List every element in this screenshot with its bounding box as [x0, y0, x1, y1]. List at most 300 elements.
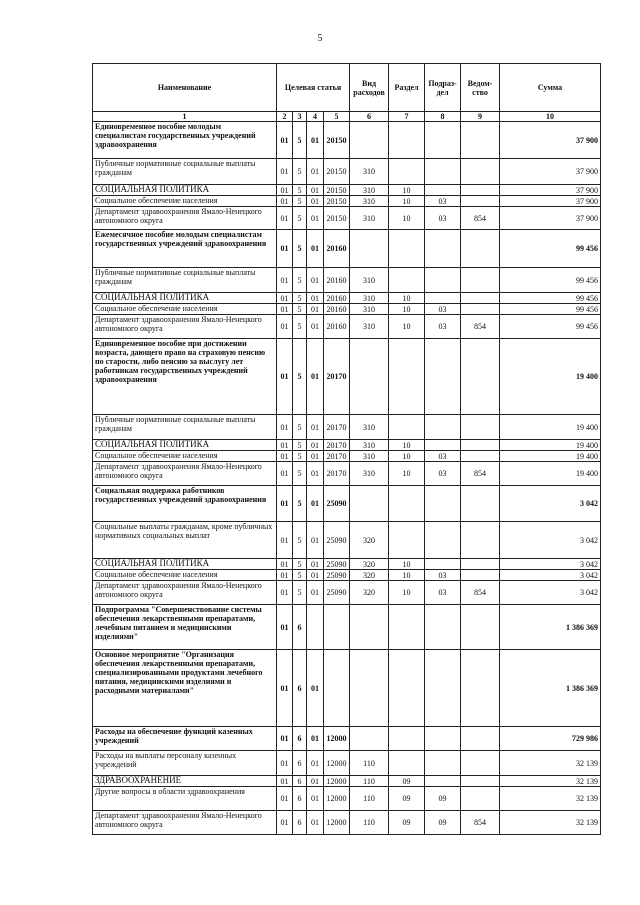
cell-sum: 1 386 369 [500, 605, 601, 650]
cell-direction: 20160 [324, 230, 350, 268]
cell-section: 10 [389, 315, 425, 339]
cell-subsection: 03 [425, 451, 461, 462]
col-number: 3 [293, 112, 307, 122]
cell-program: 01 [277, 315, 293, 339]
cell-main-activity: 01 [307, 522, 324, 559]
cell-direction: 20150 [324, 185, 350, 196]
cell-sum: 3 042 [500, 570, 601, 581]
cell-subprogram: 6 [293, 787, 307, 811]
cell-section [389, 751, 425, 776]
cell-subsection [425, 122, 461, 159]
cell-name: Социальная поддержка работников государственных учреждений здравоохранения [93, 486, 277, 522]
cell-name: Подпрограмма "Совершенствование системы обеспечения лекарственными препаратами, лечебным питанием и медицинскими изделиями" [93, 605, 277, 650]
cell-subprogram: 5 [293, 570, 307, 581]
cell-subsection [425, 559, 461, 570]
cell-program: 01 [277, 462, 293, 486]
cell-subprogram: 5 [293, 268, 307, 293]
table-row [93, 776, 601, 787]
cell-section: 10 [389, 581, 425, 605]
cell-exp-type: 310 [350, 440, 389, 451]
cell-sum: 32 139 [500, 751, 601, 776]
cell-program: 01 [277, 415, 293, 440]
cell-sum: 99 456 [500, 230, 601, 268]
cell-section: 10 [389, 570, 425, 581]
cell-direction: 25090 [324, 559, 350, 570]
cell-subsection [425, 440, 461, 451]
cell-program: 01 [277, 486, 293, 522]
cell-section [389, 605, 425, 650]
cell-main-activity: 01 [307, 451, 324, 462]
cell-dept [461, 650, 500, 727]
table-row [93, 787, 601, 811]
cell-main-activity: 01 [307, 196, 324, 207]
cell-subsection: 09 [425, 787, 461, 811]
cell-sum: 99 456 [500, 304, 601, 315]
cell-dept [461, 415, 500, 440]
cell-name: СОЦИАЛЬНАЯ ПОЛИТИКА [93, 293, 277, 304]
cell-main-activity: 01 [307, 650, 324, 727]
cell-exp-type: 110 [350, 787, 389, 811]
cell-program: 01 [277, 522, 293, 559]
cell-subprogram: 5 [293, 486, 307, 522]
table-row [93, 570, 601, 581]
cell-section: 10 [389, 293, 425, 304]
cell-subsection [425, 339, 461, 415]
cell-sum: 19 400 [500, 462, 601, 486]
budget-table [92, 63, 601, 835]
cell-exp-type: 310 [350, 304, 389, 315]
cell-section: 10 [389, 207, 425, 230]
cell-subprogram: 5 [293, 185, 307, 196]
cell-subprogram: 6 [293, 811, 307, 835]
cell-subprogram: 5 [293, 462, 307, 486]
cell-exp-type: 110 [350, 751, 389, 776]
header-dept: Ведом-ство [461, 64, 500, 112]
cell-name: ЗДРАВООХРАНЕНИЕ [93, 776, 277, 787]
cell-subsection [425, 293, 461, 304]
cell-name: Единовременное пособие молодым специалистам государственных учреждений здравоохранения [93, 122, 277, 159]
cell-exp-type: 310 [350, 451, 389, 462]
cell-subprogram: 6 [293, 776, 307, 787]
cell-subprogram: 5 [293, 522, 307, 559]
cell-exp-type [350, 486, 389, 522]
cell-sum: 37 900 [500, 207, 601, 230]
cell-program: 01 [277, 440, 293, 451]
cell-section [389, 650, 425, 727]
cell-dept [461, 196, 500, 207]
cell-dept [461, 230, 500, 268]
cell-main-activity [307, 605, 324, 650]
cell-exp-type [350, 122, 389, 159]
cell-subsection [425, 751, 461, 776]
cell-dept [461, 293, 500, 304]
table-row [93, 415, 601, 440]
table-row [93, 650, 601, 727]
table-row [93, 293, 601, 304]
cell-main-activity: 01 [307, 751, 324, 776]
cell-sum: 19 400 [500, 415, 601, 440]
cell-subprogram: 6 [293, 727, 307, 751]
cell-direction: 20170 [324, 440, 350, 451]
cell-name: Единовременное пособие при достижении возраста, дающего право на страховую пенсию по старости, либо пенсию за выслугу лет работникам государственных учреждений здравоохранения [93, 339, 277, 415]
cell-subprogram: 5 [293, 230, 307, 268]
table-row [93, 304, 601, 315]
cell-name: Департамент здравоохранения Ямало-Ненецкого автономного округа [93, 811, 277, 835]
cell-sum: 19 400 [500, 440, 601, 451]
cell-direction: 25090 [324, 522, 350, 559]
cell-name: Ежемесячное пособие молодым специалистам государственных учреждений здравоохранения [93, 230, 277, 268]
col-number: 8 [425, 112, 461, 122]
cell-section [389, 727, 425, 751]
cell-sum: 37 900 [500, 196, 601, 207]
cell-program: 01 [277, 207, 293, 230]
cell-sum: 19 400 [500, 339, 601, 415]
cell-exp-type: 310 [350, 415, 389, 440]
header-target: Целевая статья [277, 64, 350, 112]
cell-sum: 32 139 [500, 776, 601, 787]
cell-program: 01 [277, 811, 293, 835]
cell-dept [461, 605, 500, 650]
cell-dept [461, 787, 500, 811]
cell-name: Департамент здравоохранения Ямало-Ненецкого автономного округа [93, 462, 277, 486]
cell-dept [461, 304, 500, 315]
cell-dept [461, 559, 500, 570]
cell-exp-type: 310 [350, 315, 389, 339]
cell-exp-type: 310 [350, 196, 389, 207]
cell-dept [461, 486, 500, 522]
table-row [93, 196, 601, 207]
cell-subsection [425, 605, 461, 650]
cell-direction: 20160 [324, 304, 350, 315]
cell-subsection [425, 650, 461, 727]
cell-subsection [425, 415, 461, 440]
cell-sum: 99 456 [500, 315, 601, 339]
cell-program: 01 [277, 451, 293, 462]
cell-program: 01 [277, 751, 293, 776]
cell-dept: 854 [461, 462, 500, 486]
cell-direction: 12000 [324, 811, 350, 835]
cell-program: 01 [277, 304, 293, 315]
cell-dept [461, 451, 500, 462]
col-number: 2 [277, 112, 293, 122]
cell-section: 10 [389, 440, 425, 451]
cell-exp-type: 310 [350, 207, 389, 230]
cell-dept [461, 339, 500, 415]
cell-exp-type: 320 [350, 559, 389, 570]
cell-exp-type [350, 727, 389, 751]
cell-main-activity: 01 [307, 185, 324, 196]
cell-subprogram: 5 [293, 440, 307, 451]
cell-direction: 12000 [324, 776, 350, 787]
cell-main-activity: 01 [307, 811, 324, 835]
table-row [93, 185, 601, 196]
cell-section: 10 [389, 196, 425, 207]
cell-main-activity: 01 [307, 415, 324, 440]
header-name: Наименование [93, 64, 277, 112]
cell-program: 01 [277, 293, 293, 304]
cell-direction: 20150 [324, 122, 350, 159]
cell-exp-type [350, 605, 389, 650]
col-number: 10 [500, 112, 601, 122]
cell-subprogram: 6 [293, 605, 307, 650]
cell-sum: 19 400 [500, 451, 601, 462]
cell-subsection: 03 [425, 196, 461, 207]
cell-name: Другие вопросы в области здравоохранения [93, 787, 277, 811]
cell-subsection [425, 486, 461, 522]
cell-direction: 20160 [324, 315, 350, 339]
cell-subsection [425, 522, 461, 559]
cell-section: 09 [389, 811, 425, 835]
cell-dept [461, 440, 500, 451]
cell-program: 01 [277, 727, 293, 751]
cell-subprogram: 5 [293, 451, 307, 462]
cell-subsection: 03 [425, 315, 461, 339]
table-row [93, 122, 601, 159]
cell-direction: 25090 [324, 570, 350, 581]
cell-name: Расходы на обеспечение функций казенных учреждений [93, 727, 277, 751]
table-row [93, 339, 601, 415]
cell-direction: 20170 [324, 339, 350, 415]
cell-main-activity: 01 [307, 570, 324, 581]
cell-direction: 20160 [324, 268, 350, 293]
cell-name: Расходы на выплаты персоналу казенных учреждений [93, 751, 277, 776]
table-row [93, 727, 601, 751]
table-row [93, 522, 601, 559]
cell-direction: 20150 [324, 207, 350, 230]
cell-direction: 20170 [324, 451, 350, 462]
cell-main-activity: 01 [307, 315, 324, 339]
cell-subprogram: 5 [293, 315, 307, 339]
table-row [93, 268, 601, 293]
cell-main-activity: 01 [307, 268, 324, 293]
cell-sum: 32 139 [500, 787, 601, 811]
cell-program: 01 [277, 230, 293, 268]
cell-subprogram: 5 [293, 415, 307, 440]
cell-subsection: 09 [425, 811, 461, 835]
cell-direction: 20160 [324, 293, 350, 304]
cell-direction [324, 650, 350, 727]
cell-dept: 854 [461, 207, 500, 230]
table-row [93, 159, 601, 185]
cell-program: 01 [277, 776, 293, 787]
table-row [93, 581, 601, 605]
cell-direction: 20170 [324, 462, 350, 486]
cell-sum: 32 139 [500, 811, 601, 835]
header-subsection: Подраз-дел [425, 64, 461, 112]
cell-sum: 99 456 [500, 293, 601, 304]
cell-sum: 37 900 [500, 185, 601, 196]
cell-main-activity: 01 [307, 440, 324, 451]
cell-sum: 99 456 [500, 268, 601, 293]
table-row [93, 440, 601, 451]
table-row [93, 451, 601, 462]
cell-program: 01 [277, 650, 293, 727]
cell-sum: 37 900 [500, 122, 601, 159]
cell-main-activity: 01 [307, 559, 324, 570]
cell-subsection: 03 [425, 462, 461, 486]
cell-subsection: 03 [425, 581, 461, 605]
cell-dept [461, 185, 500, 196]
cell-name: Департамент здравоохранения Ямало-Ненецкого автономного округа [93, 315, 277, 339]
cell-subprogram: 5 [293, 304, 307, 315]
cell-name: Департамент здравоохранения Ямало-Ненецкого автономного округа [93, 207, 277, 230]
cell-section: 10 [389, 462, 425, 486]
cell-section: 10 [389, 185, 425, 196]
cell-exp-type: 310 [350, 185, 389, 196]
cell-subprogram: 5 [293, 581, 307, 605]
cell-name: СОЦИАЛЬНАЯ ПОЛИТИКА [93, 185, 277, 196]
cell-sum: 3 042 [500, 486, 601, 522]
cell-sum: 729 986 [500, 727, 601, 751]
cell-dept [461, 159, 500, 185]
cell-exp-type [350, 339, 389, 415]
header-exp-type: Вид расходов [350, 64, 389, 112]
cell-main-activity: 01 [307, 159, 324, 185]
cell-name: СОЦИАЛЬНАЯ ПОЛИТИКА [93, 440, 277, 451]
cell-program: 01 [277, 605, 293, 650]
cell-exp-type: 310 [350, 159, 389, 185]
cell-exp-type: 320 [350, 570, 389, 581]
cell-direction: 20150 [324, 196, 350, 207]
cell-program: 01 [277, 196, 293, 207]
cell-name: Социальное обеспечение населения [93, 304, 277, 315]
table-row [93, 605, 601, 650]
cell-sum: 1 386 369 [500, 650, 601, 727]
cell-subprogram: 5 [293, 196, 307, 207]
cell-exp-type: 310 [350, 268, 389, 293]
cell-exp-type: 110 [350, 776, 389, 787]
cell-subsection [425, 727, 461, 751]
cell-sum: 37 900 [500, 159, 601, 185]
cell-direction: 20170 [324, 415, 350, 440]
cell-name: Социальное обеспечение населения [93, 570, 277, 581]
cell-dept: 854 [461, 581, 500, 605]
cell-dept: 854 [461, 811, 500, 835]
cell-name: Социальные выплаты гражданам, кроме публичных нормативных социальных выплат [93, 522, 277, 559]
cell-subprogram: 5 [293, 559, 307, 570]
cell-program: 01 [277, 787, 293, 811]
cell-dept [461, 522, 500, 559]
cell-dept [461, 727, 500, 751]
page-number: 5 [317, 33, 323, 44]
cell-section [389, 122, 425, 159]
cell-main-activity: 01 [307, 787, 324, 811]
cell-section [389, 339, 425, 415]
cell-subsection: 03 [425, 207, 461, 230]
cell-direction: 20150 [324, 159, 350, 185]
cell-name: СОЦИАЛЬНАЯ ПОЛИТИКА [93, 559, 277, 570]
cell-direction [324, 605, 350, 650]
cell-main-activity: 01 [307, 581, 324, 605]
cell-name: Публичные нормативные социальные выплаты гражданам [93, 268, 277, 293]
col-number: 1 [93, 112, 277, 122]
header-section: Раздел [389, 64, 425, 112]
table-row [93, 230, 601, 268]
cell-direction: 25090 [324, 486, 350, 522]
cell-subsection [425, 230, 461, 268]
cell-name: Социальное обеспечение населения [93, 451, 277, 462]
cell-subprogram: 6 [293, 650, 307, 727]
cell-main-activity: 01 [307, 486, 324, 522]
cell-section [389, 268, 425, 293]
cell-sum: 3 042 [500, 581, 601, 605]
cell-name: Социальное обеспечение населения [93, 196, 277, 207]
cell-main-activity: 01 [307, 776, 324, 787]
cell-section: 10 [389, 304, 425, 315]
cell-subsection [425, 776, 461, 787]
cell-subsection: 03 [425, 570, 461, 581]
cell-main-activity: 01 [307, 122, 324, 159]
cell-section: 10 [389, 559, 425, 570]
cell-section: 09 [389, 776, 425, 787]
cell-name: Департамент здравоохранения Ямало-Ненецкого автономного округа [93, 581, 277, 605]
cell-main-activity: 01 [307, 207, 324, 230]
cell-exp-type: 310 [350, 293, 389, 304]
cell-section [389, 159, 425, 185]
cell-name: Публичные нормативные социальные выплаты гражданам [93, 415, 277, 440]
cell-dept: 854 [461, 315, 500, 339]
cell-program: 01 [277, 570, 293, 581]
cell-exp-type: 310 [350, 462, 389, 486]
cell-dept [461, 122, 500, 159]
cell-exp-type: 320 [350, 581, 389, 605]
cell-direction: 25090 [324, 581, 350, 605]
cell-main-activity: 01 [307, 339, 324, 415]
cell-dept [461, 751, 500, 776]
cell-subprogram: 6 [293, 751, 307, 776]
table-row [93, 559, 601, 570]
cell-subsection: 03 [425, 304, 461, 315]
cell-exp-type [350, 230, 389, 268]
cell-subprogram: 5 [293, 159, 307, 185]
col-number: 5 [324, 112, 350, 122]
cell-name: Основное мероприятие "Организация обеспечения лекарственными препаратами, специализированными продуктами лечебного питания, медицинскими изделиями и расходными материалами" [93, 650, 277, 727]
cell-direction: 12000 [324, 787, 350, 811]
cell-subprogram: 5 [293, 293, 307, 304]
table-row [93, 207, 601, 230]
cell-program: 01 [277, 581, 293, 605]
cell-section [389, 415, 425, 440]
cell-subsection [425, 159, 461, 185]
col-number: 7 [389, 112, 425, 122]
cell-subsection [425, 185, 461, 196]
cell-section [389, 486, 425, 522]
table-row [93, 486, 601, 522]
cell-program: 01 [277, 339, 293, 415]
col-number: 9 [461, 112, 500, 122]
cell-subprogram: 5 [293, 207, 307, 230]
cell-exp-type [350, 650, 389, 727]
cell-main-activity: 01 [307, 462, 324, 486]
cell-dept [461, 268, 500, 293]
cell-program: 01 [277, 159, 293, 185]
cell-program: 01 [277, 185, 293, 196]
cell-section [389, 522, 425, 559]
cell-section: 10 [389, 451, 425, 462]
cell-main-activity: 01 [307, 304, 324, 315]
cell-main-activity: 01 [307, 293, 324, 304]
cell-subprogram: 5 [293, 339, 307, 415]
cell-program: 01 [277, 559, 293, 570]
col-number: 6 [350, 112, 389, 122]
cell-exp-type: 320 [350, 522, 389, 559]
cell-subsection [425, 268, 461, 293]
col-number: 4 [307, 112, 324, 122]
cell-dept [461, 776, 500, 787]
cell-dept [461, 570, 500, 581]
table-row [93, 315, 601, 339]
cell-sum: 3 042 [500, 522, 601, 559]
